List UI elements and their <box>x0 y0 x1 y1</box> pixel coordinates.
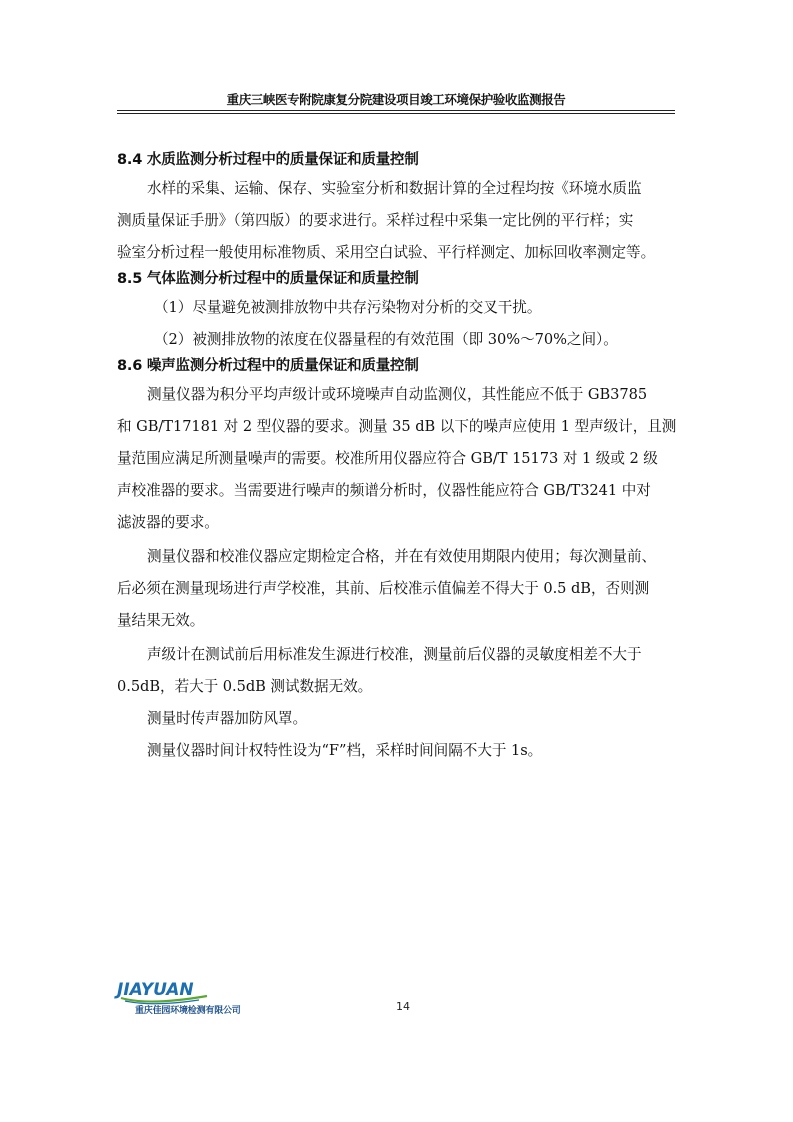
logo-wordmark: JIAYUAN <box>117 980 194 1000</box>
company-name: 重庆佳园环境检测有限公司 <box>135 1006 241 1016</box>
section-8-6-paragraph-1 <box>117 379 679 539</box>
section-heading-8-6: 8.6 噪声监测分析过程中的质量保证和质量控制 <box>117 358 419 374</box>
section-heading-8-4: 8.4 水质监测分析过程中的质量保证和质量控制 <box>117 152 419 168</box>
section-8-6-paragraph-2 <box>117 541 679 637</box>
paragraph-line: 和 GB/T17181 对 2 型仪器的要求。测量 35 dB 以下的噪声应使用 1 型声级计，且测 <box>117 418 677 435</box>
company-logo <box>117 978 277 1018</box>
paragraph-line: 0.5dB，若大于 0.5dB 测试数据无效。 <box>117 678 373 695</box>
page-header <box>117 92 675 111</box>
report-title: 重庆三峡医专附院康复分院建设项目竣工环境保护验收监测报告 <box>226 92 566 107</box>
section-8-6-paragraph-3 <box>117 639 679 703</box>
paragraph-line: 测量仪器和校准仪器应定期检定合格，并在有效使用期限内使用；每次测量前、 <box>147 548 657 565</box>
paragraph-line: 声校准器的要求。当需要进行噪声的频谱分析时，仪器性能应符合 GB/T3241 中对 <box>117 482 651 499</box>
section-8-4-paragraph <box>117 173 679 269</box>
paragraph-line: 测量时传声器加防风罩。 <box>147 710 307 727</box>
paragraph-line: 测质量保证手册》（第四版）的要求进行。采样过程中采集一定比例的平行样；实 <box>117 212 634 229</box>
document-body <box>117 147 679 767</box>
list-item: （2）被测排放物的浓度在仪器量程的有效范围（即 30%～70%之间）。 <box>154 331 618 348</box>
section-8-6-paragraph-5 <box>117 735 679 767</box>
section-heading-8-5: 8.5 气体监测分析过程中的质量保证和质量控制 <box>117 271 419 287</box>
paragraph-line: 后必须在测量现场进行声学校准，其前、后校准示值偏差不得大于 0.5 dB，否则测 <box>117 580 650 597</box>
paragraph-line: 声级计在测试前后用标准发生源进行校准，测量前后仪器的灵敏度相差不大于 <box>147 646 642 663</box>
paragraph-line: 滤波器的要求。 <box>117 514 219 531</box>
paragraph-line: 水样的采集、运输、保存、实验室分析和数据计算的全过程均按《环境水质监 <box>147 180 642 197</box>
list-item: （1）尽量避免被测排放物中共存污染物对分析的交叉干扰。 <box>154 299 542 316</box>
paragraph-line: 测量仪器时间计权特性设为“F”档，采样时间间隔不大于 1s。 <box>147 742 543 759</box>
paragraph-line: 量结果无效。 <box>117 612 205 629</box>
paragraph-line: 量范围应满足所测量噪声的需要。校准所用仪器应符合 GB/T 15173 对 1 级或 2 级 <box>117 450 658 467</box>
section-8-6-paragraph-4 <box>117 703 679 735</box>
section-8-5-list <box>117 292 679 356</box>
paragraph-line: 验室分析过程一般使用标准物质、采用空白试验、平行样测定、加标回收率测定等。 <box>117 244 656 261</box>
page-footer <box>117 978 417 1018</box>
page-number: 14 <box>396 1000 410 1013</box>
paragraph-line: 测量仪器为积分平均声级计或环境噪声自动监测仪，其性能应不低于 GB3785 <box>147 386 648 403</box>
